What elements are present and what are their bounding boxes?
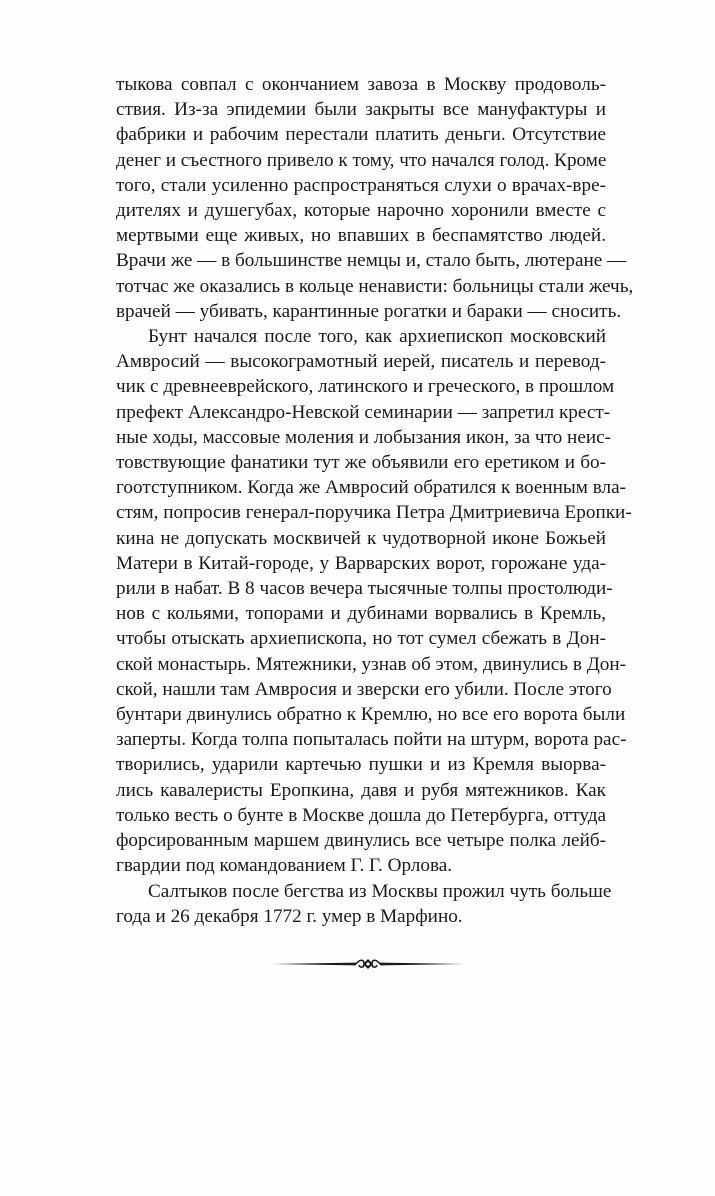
text-line: гвардии под командованием Г. Г. Орлова. [116, 855, 453, 877]
text-line: творились, ударили картечью пушки и из Кремля выорва- [116, 754, 606, 776]
text-line: того, стали усиленно распространяться слухи о врачах-вре- [116, 174, 606, 196]
text-line: денег и съестного привело к тому, что начался голод. Кроме [116, 149, 607, 171]
text-line: нов с кольями, топорами и дубинами ворвались в Кремль, [116, 603, 606, 625]
text-line: Бунт начался после того, как архиепископ московский [148, 326, 606, 348]
text-line: дителях и душегубах, которые нарочно хоронили вместе с [116, 200, 606, 222]
text-line: года и 26 декабря 1772 г. умер в Марфино. [116, 905, 463, 927]
text-line: форсированным маршем двинулись все четыре полка лейб- [116, 830, 606, 852]
paragraph [116, 72, 634, 324]
text-line: кина не допускать москвичей к чудотворной иконе Божьей [116, 527, 606, 549]
text-line: фабрики и рабочим перестали платить деньги. Отсутствие [116, 124, 606, 146]
text-line: чик с древнееврейского, латинского и греческого, в прошлом [116, 376, 615, 398]
text-line: Салтыков после бегства из Москвы прожил чуть больше [148, 880, 612, 902]
text-line: врачей — убивать, карантинные рогатки и бараки — сносить. [116, 300, 622, 322]
paragraph [116, 879, 612, 929]
decorative-divider-icon [270, 955, 466, 973]
text-line: тыкова совпал с окончанием завоза в Москву продоволь- [116, 74, 606, 95]
text-line: лись кавалеристы Еропкина, давя и рубя мятежников. Как [116, 779, 606, 801]
text-line: гоотступником. Когда же Амвросий обратился к военным вла- [116, 477, 627, 499]
text-line: Матери в Китай-городе, у Варварских ворот, горожане уда- [116, 552, 606, 574]
text-line: Врачи же — в большинстве немцы и, стало быть, лютеране — [116, 250, 627, 272]
text-line: Амвросий — высокограмотный иерей, писатель и перевод- [116, 351, 606, 373]
text-line: мертвыми еще живых, но впавших в беспамятство людей. [116, 225, 606, 247]
text-line: ской, нашли там Амвросия и зверски его убили. После этого [116, 678, 612, 700]
text-line: товствующие фанатики тут же объявили его еретиком и бо- [116, 452, 606, 474]
text-line: тотчас же оказались в кольце ненависти: больницы стали жечь, [116, 275, 634, 297]
text-line: заперты. Когда толпа попыталась пойти на штурм, ворота рас- [116, 729, 627, 751]
text-line: ствия. Из-за эпидемии были закрыты все мануфактуры и [116, 99, 606, 121]
text-line: ской монастырь. Мятежники, узнав об этом, двинулись в Дон- [116, 653, 627, 675]
text-line: чтобы отыскать архиепископа, но тот сумел сбежать в Дон- [116, 628, 606, 650]
paragraph [116, 324, 632, 878]
text-line: стям, попросив генерал-поручика Петра Дмитриевича Еропки- [116, 502, 632, 524]
body-text [116, 72, 634, 929]
text-line: префект Александро-Невской семинарии — запретил крест- [116, 401, 611, 423]
text-line: бунтари двинулись обратно к Кремлю, но все его ворота были [116, 704, 626, 726]
text-line: ные ходы, массовые моления и лобызания икон, за что неис- [116, 426, 612, 448]
text-line: только весть о бунте в Москве дошла до Петербурга, оттуда [116, 804, 606, 826]
text-line: рили в набат. В 8 часов вечера тысячные толпы простолюди- [116, 578, 613, 600]
